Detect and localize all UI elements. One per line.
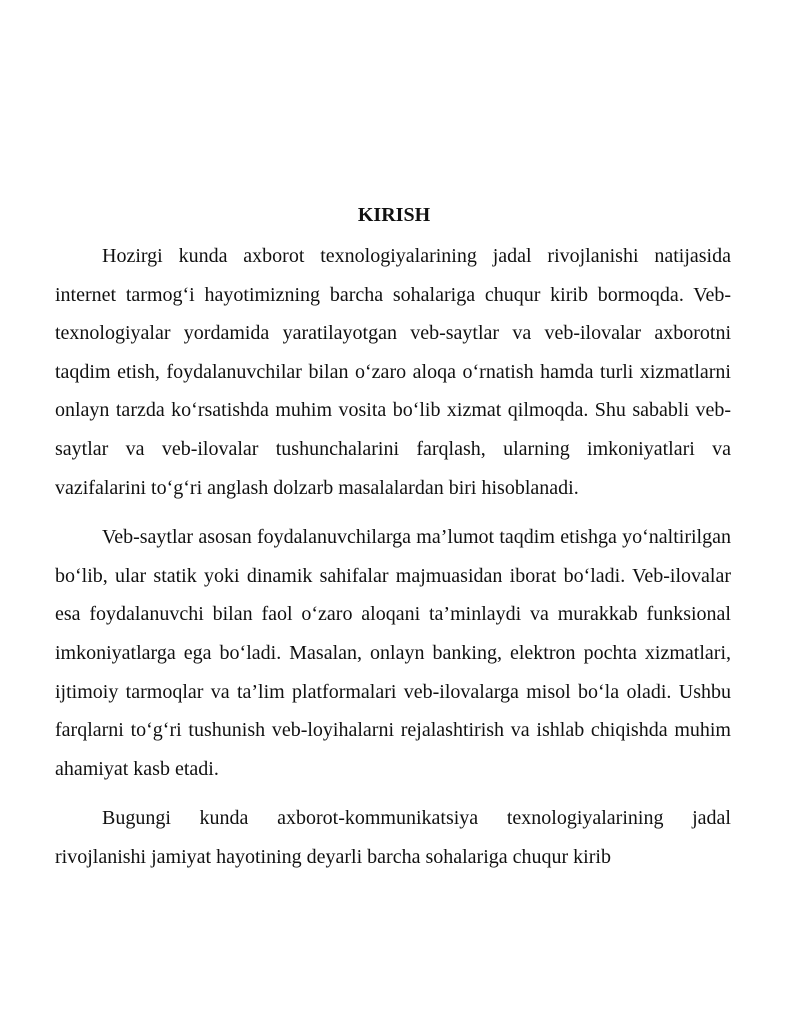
paragraph-3: Bugungi kunda axborot-kommunikatsiya texnologiyalarining jadal rivojlanishi jamiyat hayotining deyarli barcha sohalariga chuqur kirib bbox=[55, 807, 731, 868]
paragraph-1: Hozirgi kunda axborot texnologiyalarining jadal rivojlanishi natijasida internet tarmog‘i hayotimizning barcha sohalariga chuqur kirib bormoqda. Veb-texnologiyalar yordamida yaratilayotgan veb-saytlar va veb-ilovalar axborotni taqdim etish, foydalanuvchilar bilan o‘zaro aloqa o‘rnatish hamda turli xizmatlarni onlayn tarzda ko‘rsatishda muhim vosita bo‘lib xizmat qilmoqda. Shu sababli veb-saytlar va veb-ilovalar tushunchalarini farqlash, ularning imkoniyatlari va vazifalarini to‘g‘ri anglash dolzarb masalalardan biri hisoblanadi. bbox=[55, 245, 731, 499]
paragraph-2: Veb-saytlar asosan foydalanuvchilarga ma’lumot taqdim etishga yo‘naltirilgan bo‘lib, ular statik yoki dinamik sahifalar majmuasidan iborat bo‘ladi. Veb-ilovalar esa foydalanuvchi bilan faol o‘zaro aloqani ta’minlaydi va murakkab funksional imkoniyatlarga ega bo‘ladi. Masalan, onlayn banking, elektron pochta xizmatlari, ijtimoiy tarmoqlar va ta’lim platformalari veb-ilovalarga misol bo‘la oladi. Ushbu farqlarni to‘g‘ri tushunish veb-loyihalarni rejalashtirish va ishlab chiqishda muhim ahamiyat kasb etadi. bbox=[55, 526, 731, 780]
section-title: KIRISH bbox=[357, 204, 431, 226]
document-body bbox=[55, 201, 731, 877]
